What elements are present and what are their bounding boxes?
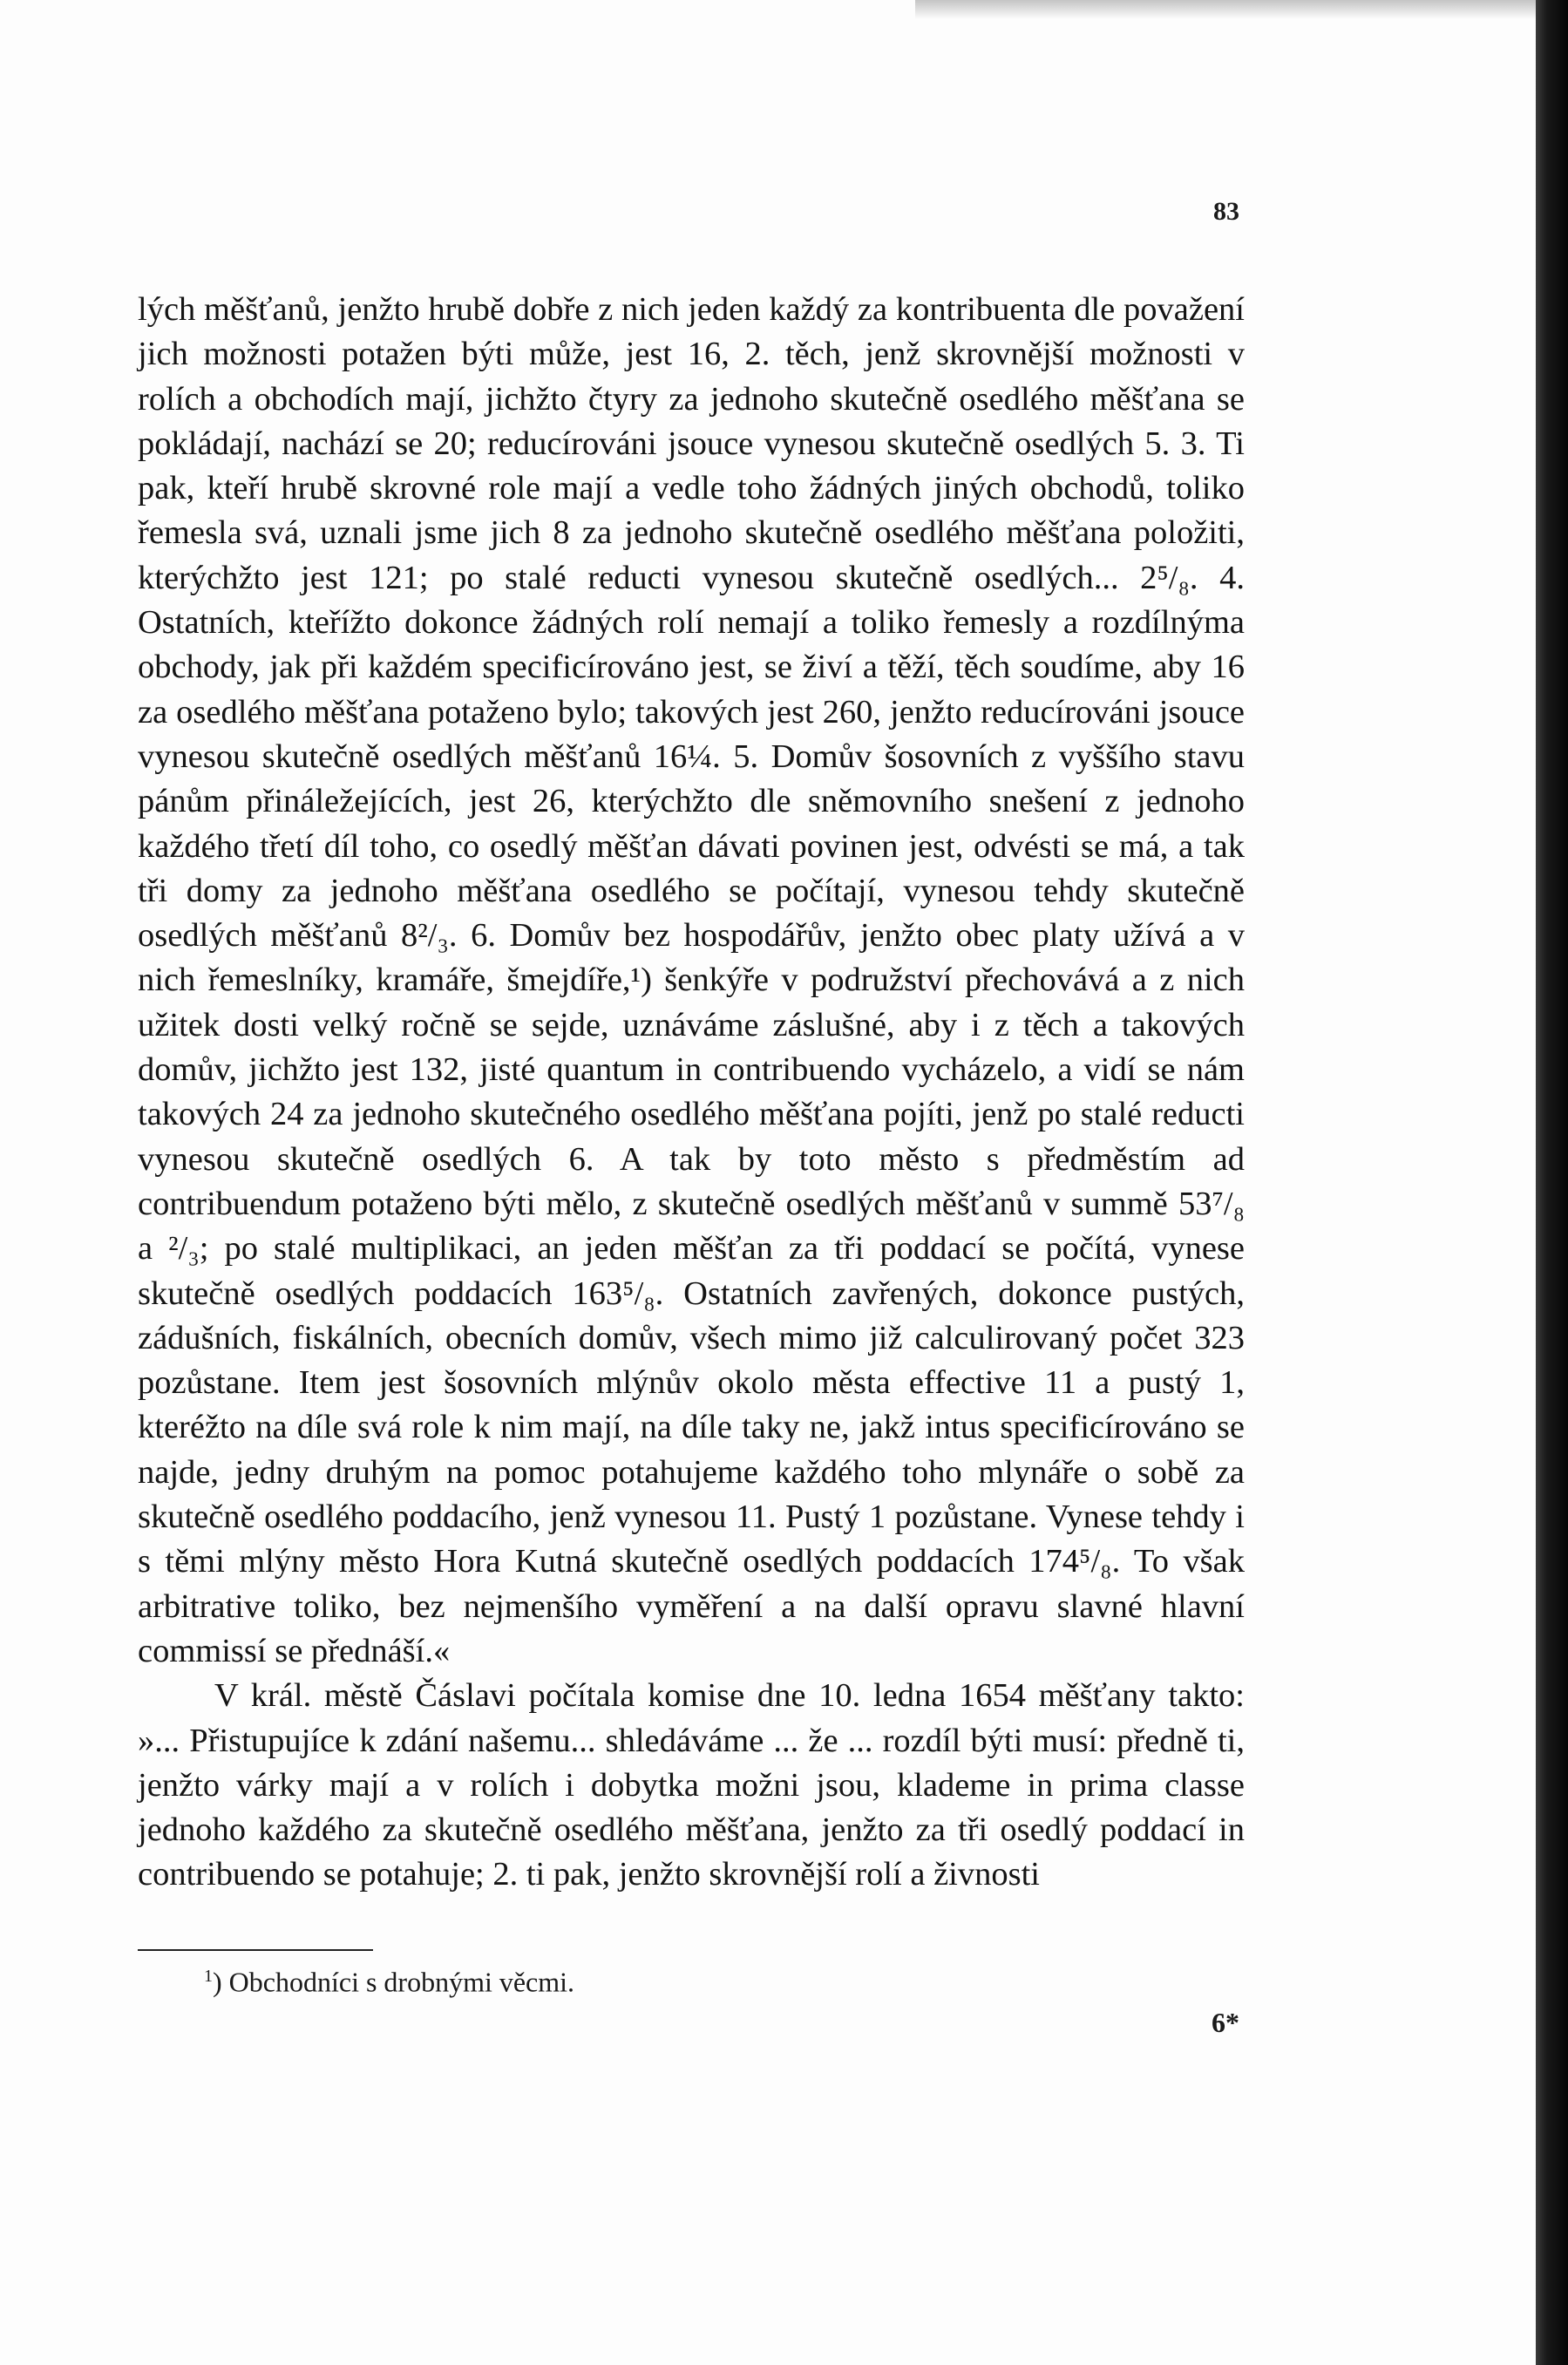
- footnote: [204, 1959, 574, 2000]
- footnote-divider: [138, 1949, 373, 1951]
- scan-shadow: [915, 0, 1536, 19]
- footnote-text: ) Obchodníci s drobnými věcmi.: [213, 1966, 575, 1998]
- paragraph-2: V král. městě Čáslavi počítala komise dne 10. ledna 1654 měšťany takto: »... Přistupujíce k zdání našemu... shledáváme ... že ... rozdíl býti musí: předně ti, jenžto várky mají a v rolích i dobytka možni jsou, klademe in prima classe jednoho každého za skutečně osedlého měšťana, jenžto za tři osedlý poddací in contribuendo se potahuje; 2. ti pak, jenžto skrovnější rolí a živnosti: [138, 1677, 1245, 1893]
- footnote-marker: 1: [204, 1967, 213, 1986]
- body-text: [138, 288, 1245, 1898]
- paragraph-1: lých měšťanů, jenžto hrubě dobře z nich jeden každý za kontribuenta dle považení jich možnosti potažen býti může, jest 16, 2. těch, jenž skrovnější možnosti v rolích a obchodích mají, jichžto čtyry za jednoho skutečně osedlého měšťana se pokládají, nachází se 20; reducírováni jsouce vynesou skutečně osedlých 5. 3. Ti pak, kteří hrubě skrovné role mají a vedle toho žádných jiných obchodů, toliko řemesla svá, uznali jsme jich 8 za jednoho skutečně osedlého měšťana položiti, kterýchžto jest 121; po stalé reducti vynesou skutečně osedlých... 2⁵/₈. 4. Ostatních, kteřížto dokonce žádných rolí nemají a toliko řemesly a rozdílnýma obchody, jak při každém specificírováno jest, se živí a těží, těch soudíme, aby 16 za osedlého měšťana potaženo bylo; takových jest 260, jenžto reducírováni jsouce vynesou skutečně osedlých měšťanů 16¼. 5. Domův šosovních z vyššího stavu pánům přináležejících, jest 26, kterýchžto dle sněmovního snešení z jednoho každého třetí díl toho, co osedlý měšťan dávati povinen jest, odvésti se má, a tak tři domy za jednoho měšťana osedlého se počítají, vynesou tehdy skutečně osedlých měšťanů 8²/₃. 6. Domův bez hospodářův, jenžto obec platy užívá a v nich řemeslníky, kramáře, šmejdíře,¹) šenkýře v podružství přechovává a z nich užitek dosti velký ročně se sejde, uznáváme záslušné, aby i z těch a takových domův, jichžto jest 132, jisté quantum in contribuendo vycházelo, a vidí se nám takových 24 za jednoho skutečného osedlého měšťana pojíti, jenž po stalé reducti vynesou skutečně osedlých 6. A tak by toto město s předměstím ad contribuendum potaženo býti mělo, z skutečně osedlých měšťanů v summě 53⁷/₈ a ²/₃; po stalé multiplikaci, an jeden měšťan za tři poddací se počítá, vynese skutečně osedlých poddacích 163⁵/₈. Ostatních zavřených, dokonce pustých, zádušních, fiskálních, obecních domův, všech mimo již calculirovaný počet 323 pozůstane. Item jest šosovních mlýnův okolo města effective 11 a pustý 1, kteréžto na díle svá role k nim mají, na díle taky ne, jakž intus specificírováno se najde, jedny druhým na pomoc potahujeme každého toho mlynáře o sobě za skutečně osedlého poddacího, jenž vynesou 11. Pustý 1 pozůstane. Vynese tehdy i s těmi mlýny město Hora Kutná skutečně osedlých poddacích 174⁵/₈. To však arbitrative toliko, bez nejmenšího vyměření a na další opravu slavné hlavní commissí se přednáší.«: [138, 291, 1245, 1669]
- page-number: 83: [1213, 197, 1239, 226]
- scan-edge: [1536, 0, 1568, 2365]
- sheet-signature: 6*: [1212, 2007, 1239, 2038]
